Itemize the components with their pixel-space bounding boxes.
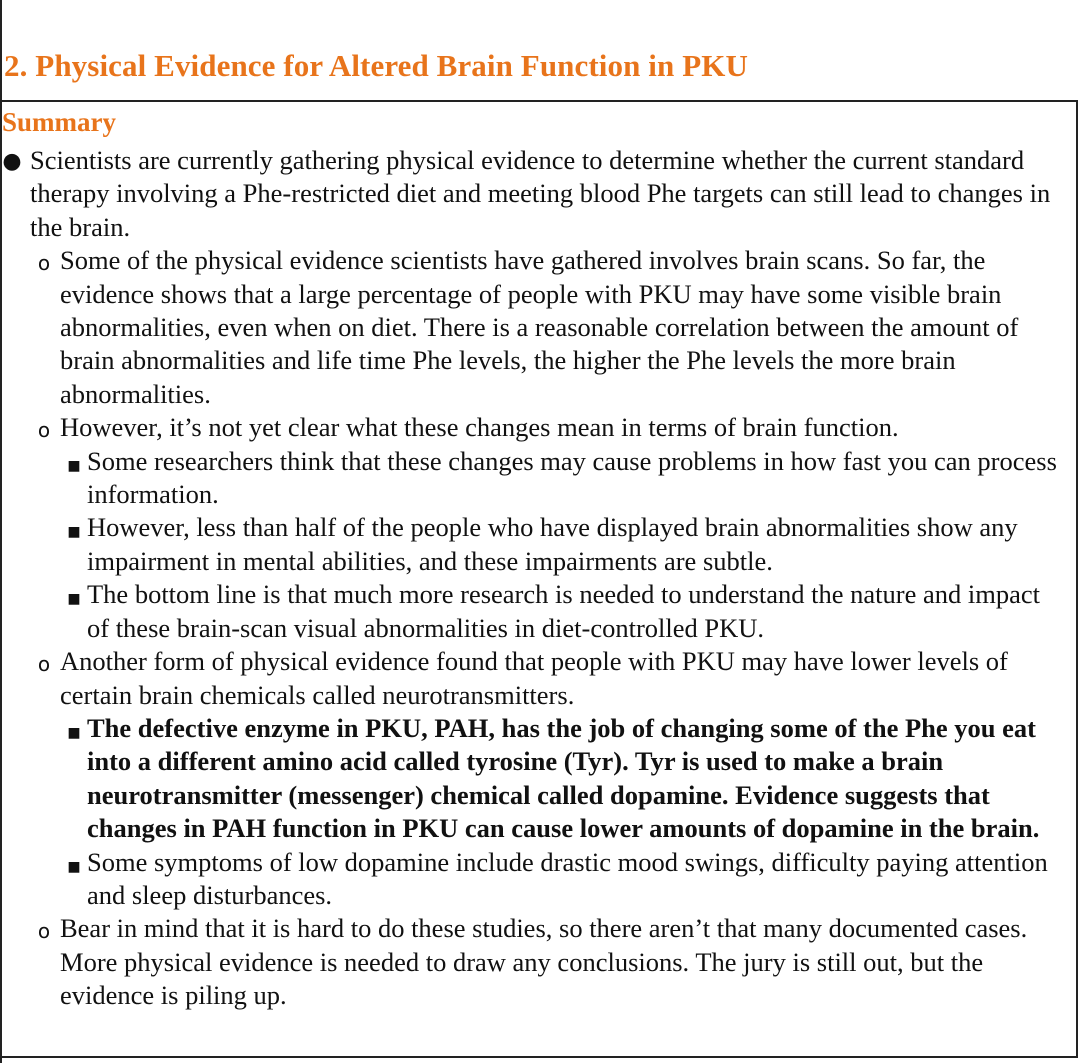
- summary-label: Summary: [2, 107, 116, 137]
- list-item: [30, 411, 1060, 645]
- bullet-text: The bottom line is that much more research is needed to understand the nature and impact of these brain-scan visual abnormalities in diet-controlled PKU.: [87, 579, 1040, 643]
- list-item: [30, 912, 1060, 1012]
- list-item: [30, 645, 1060, 912]
- section-heading: 2. Physical Evidence for Altered Brain Function in PKU: [4, 48, 748, 83]
- list-item: [60, 511, 1060, 578]
- bullet-square-icon: ■: [67, 524, 81, 541]
- bullet-text: However, it’s not yet clear what these changes mean in terms of brain function.: [60, 412, 899, 443]
- bullet-text-bold: The defective enzyme in PKU, PAH, has the job of changing some of the Phe you eat into a different amino acid called tyrosine (Tyr). Tyr is used to make a brain neurotransmitter (messenger) chemical called dopamine. Evidence suggests that changes in PAH function in PKU can cause lower amounts of dopamine in the brain.: [87, 712, 1040, 844]
- list-item: [60, 578, 1060, 645]
- bullet-text: Another form of physical evidence found that people with PKU may have lower levels of certain brain chemicals called neurotransmitters.: [60, 646, 1008, 710]
- bullet-text: Some symptoms of low dopamine include drastic mood swings, difficulty paying attention and sleep disturbances.: [87, 846, 1048, 910]
- summary-content: [0, 144, 1060, 1013]
- bullet-text: Some of the physical evidence scientists have gathered involves brain scans. So far, the evidence shows that a large percentage of people with PKU may have some visible brain abnormalities, even when on diet. There is a reasonable correlation between the amount of brain abnormalities and life time Phe levels, the higher the Phe levels the more brain abnormalities.: [60, 245, 1019, 409]
- bullet-list: [0, 144, 1060, 1013]
- bullet-text: Bear in mind that it is hard to do these studies, so there aren’t that many documented cases. More physical evidence is needed to draw any conclusions. The jury is still out, but the evidence is piling up.: [60, 913, 1028, 1011]
- sub-list: [30, 244, 1060, 1012]
- bullet-square-icon: ■: [67, 591, 81, 608]
- sub-sub-list: [60, 712, 1060, 912]
- list-item: [0, 144, 1060, 1013]
- list-item: [60, 712, 1060, 846]
- sub-sub-list: [60, 445, 1060, 645]
- bullet-text: However, less than half of the people who have displayed brain abnormalities show any impairment in mental abilities, and these impairments are subtle.: [87, 512, 1018, 576]
- bullet-circle-icon: o: [37, 418, 51, 443]
- bullet-circle-icon: o: [37, 251, 51, 276]
- list-item: [60, 445, 1060, 512]
- bullet-circle-icon: o: [37, 919, 51, 944]
- list-item: [60, 846, 1060, 913]
- bullet-square-icon: ■: [67, 457, 81, 474]
- bullet-circle-icon: o: [37, 652, 51, 677]
- list-item: [30, 244, 1060, 411]
- bullet-disc-icon: ●: [2, 149, 22, 174]
- bullet-square-icon: ■: [67, 858, 81, 875]
- bullet-text: Scientists are currently gathering physical evidence to determine whether the current standard therapy involving a Phe-restricted diet and meeting blood Phe targets can still lead to changes in the brain.: [30, 145, 1051, 242]
- bullet-square-icon: ■: [67, 724, 81, 741]
- bullet-text: Some researchers think that these changes may cause problems in how fast you can process information.: [87, 445, 1057, 510]
